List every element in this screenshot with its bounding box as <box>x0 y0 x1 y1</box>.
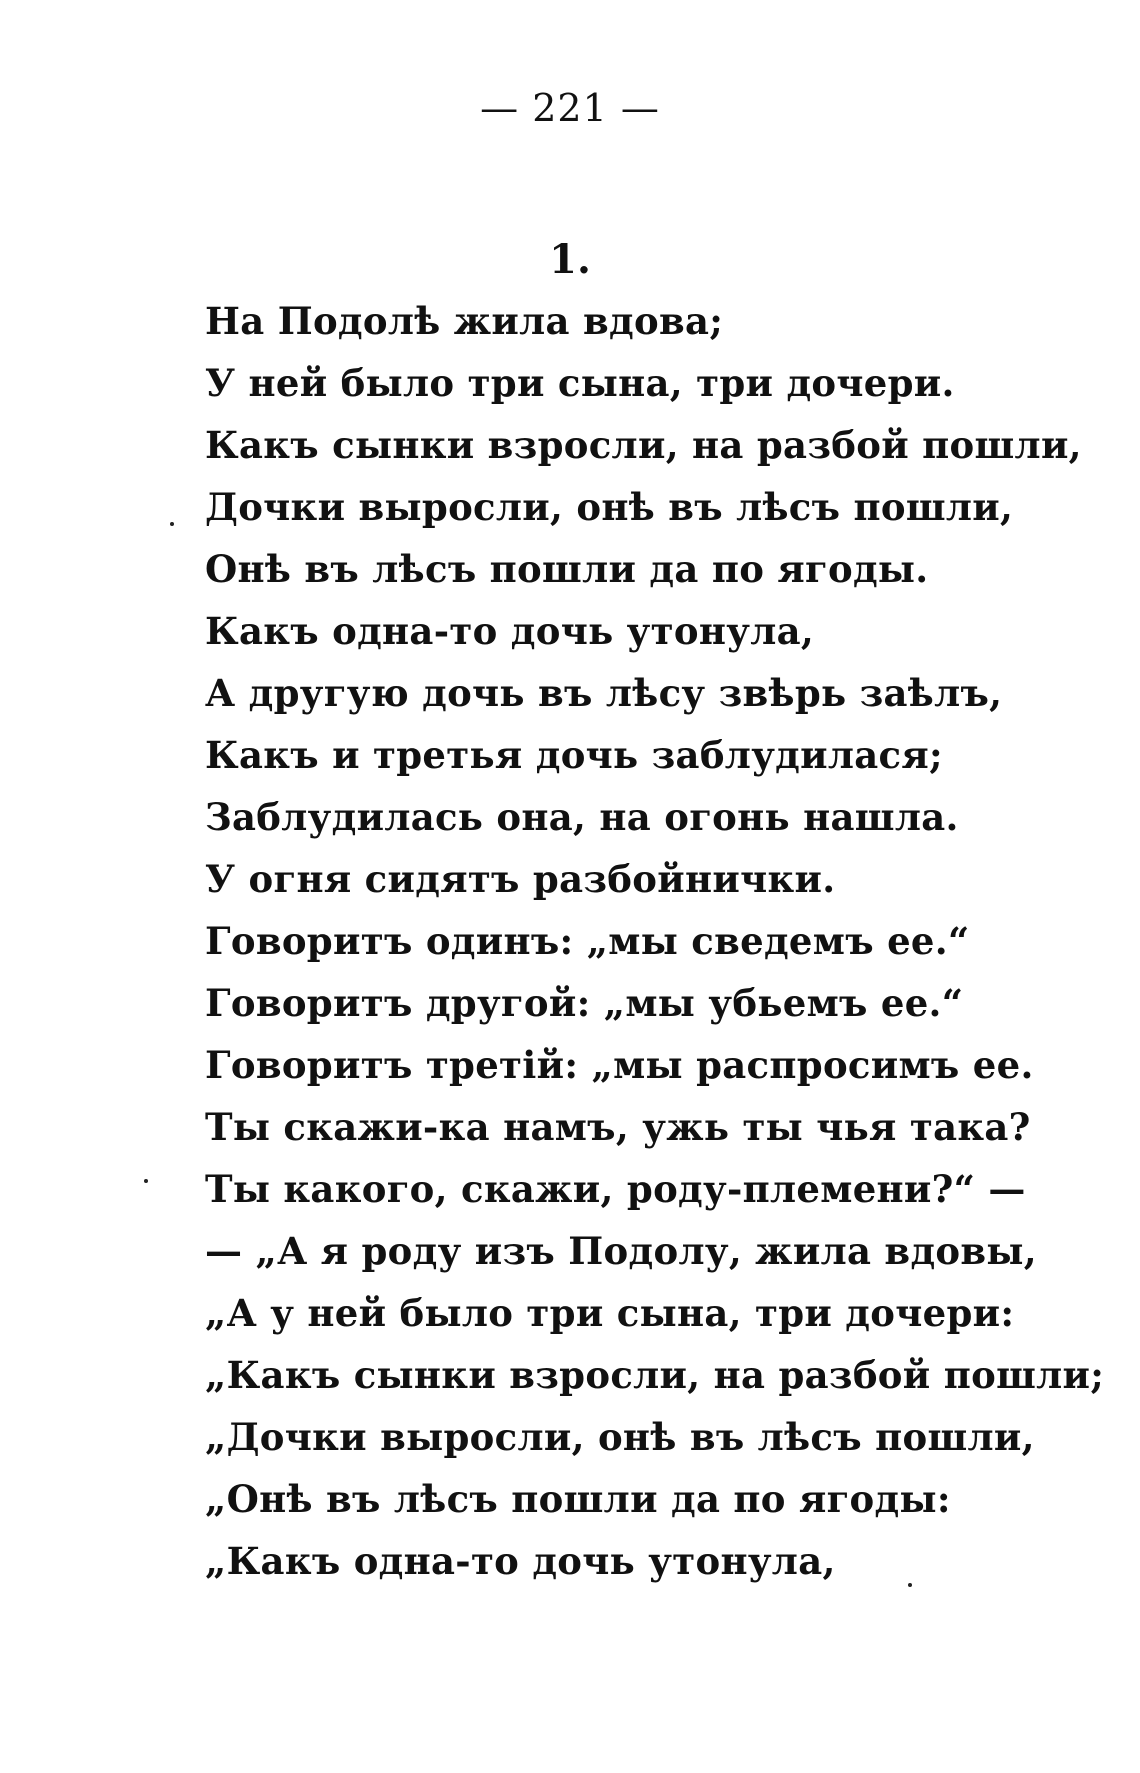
poem-text <box>205 290 1105 1592</box>
print-speck <box>170 522 174 526</box>
poem-line: Говоритъ третій: „мы распросимъ ее. <box>205 1043 1034 1087</box>
poem-line: Ты скажи-ка намъ, ужь ты чья така? <box>205 1105 1031 1149</box>
poem-line: Говоритъ другой: „мы убьемъ ее.“ <box>205 981 964 1025</box>
poem-line: „Дочки выросли, онѣ въ лѣсъ пошли, <box>205 1415 1035 1459</box>
poem-line: У ней было три сына, три дочери. <box>205 361 955 405</box>
poem-line: Дочки выросли, онѣ въ лѣсъ пошли, <box>205 485 1014 529</box>
poem-line: Говоритъ одинъ: „мы сведемъ ее.“ <box>205 919 970 963</box>
poem-line: „Онѣ въ лѣсъ пошли да по ягоды: <box>205 1477 951 1521</box>
poem-line: У огня сидятъ разбойнички. <box>205 857 836 901</box>
print-speck <box>908 1583 912 1587</box>
poem-line: — „А я роду изъ Подолу, жила вдовы, <box>205 1229 1037 1273</box>
poem-line: „Какъ одна-то дочь утонула, <box>205 1539 836 1583</box>
poem-line: „Какъ сынки взросли, на разбой пошли; <box>205 1353 1105 1397</box>
section-number: 1. <box>549 236 591 283</box>
poem-line: Онѣ въ лѣсъ пошли да по ягоды. <box>205 547 929 591</box>
poem-line: Какъ и третья дочь заблудилася; <box>205 733 943 777</box>
poem-line: „А у ней было три сына, три дочери: <box>205 1291 1015 1335</box>
poem-line: А другую дочь въ лѣсу звѣрь заѣлъ, <box>205 671 1003 715</box>
poem-line: Заблудилась она, на огонь нашла. <box>205 795 959 839</box>
print-speck <box>144 1179 148 1183</box>
page-number: — 221 — <box>480 86 660 130</box>
poem-line: На Подолѣ жила вдова; <box>205 299 724 343</box>
poem-line: Какъ одна-то дочь утонула, <box>205 609 815 653</box>
poem-line: Какъ сынки взросли, на разбой пошли, <box>205 423 1082 467</box>
poem-line: Ты какого, скажи, роду-племени?“ — <box>205 1167 1026 1211</box>
